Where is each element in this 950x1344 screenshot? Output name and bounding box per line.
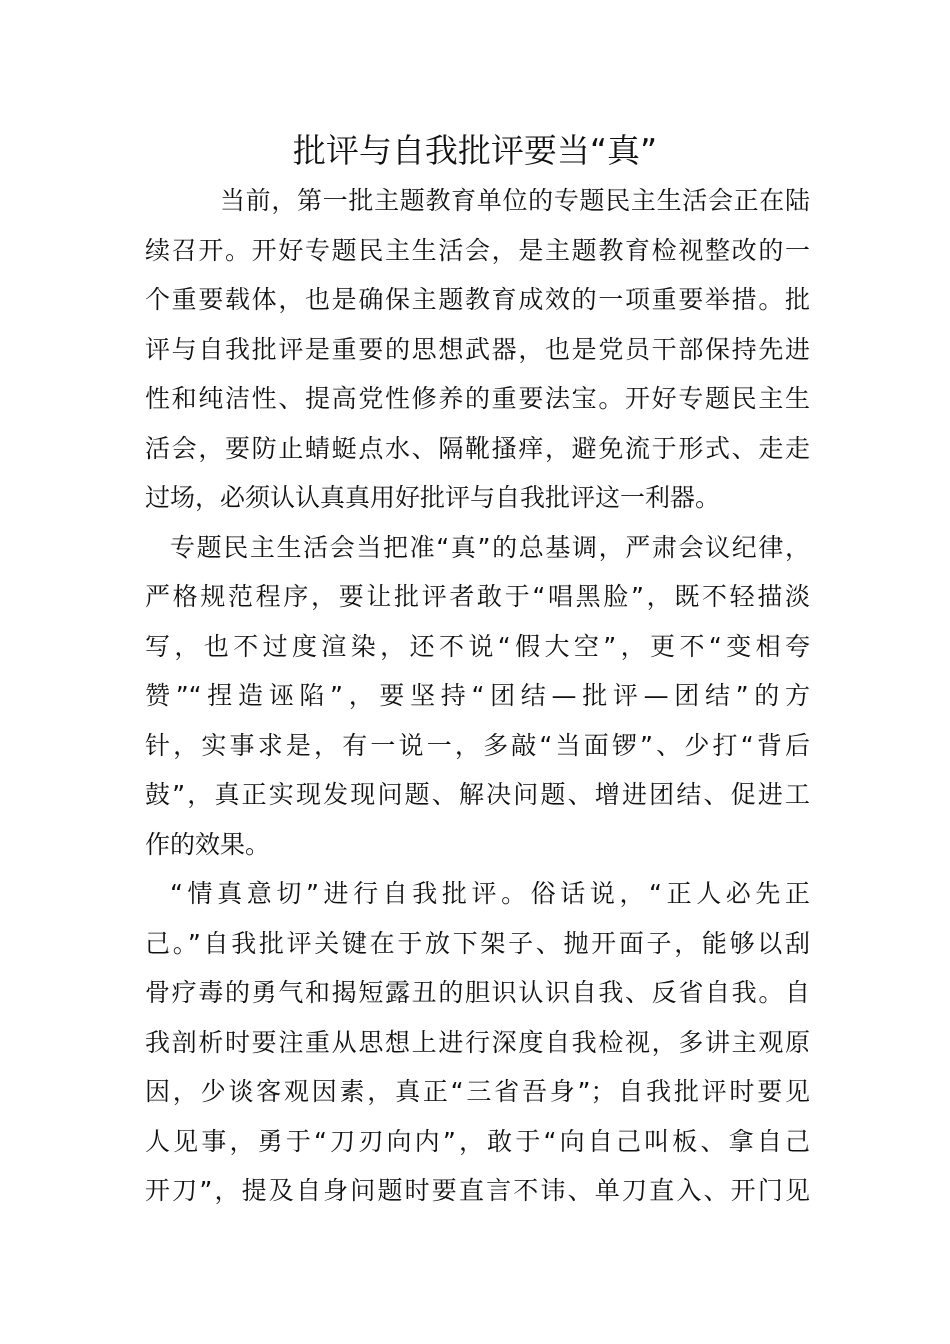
paragraph-line: 当前，第一批主题教育单位的专题民主生活会正在陆 [220, 186, 810, 215]
paragraph-line: 评与自我批评是重要的思想武器，也是党员干部保持先进 [145, 334, 810, 364]
paragraph-line: 续召开。开好专题民主生活会，是主题教育检视整改的一 [145, 235, 810, 265]
paragraph-line: 我剖析时要注重从思想上进行深度自我检视，多讲主观原 [145, 1027, 810, 1057]
paragraph-line: 个重要载体，也是确保主题教育成效的一项重要举措。批 [145, 285, 810, 314]
paragraph-line: 活会，要防止蜻蜓点水、隔靴搔痒，避免流于形式、走走 [145, 433, 810, 463]
paragraph-line: 写，也不过度渲染，还不说“假大空”，更不“变相夸 [145, 631, 810, 661]
paragraph-line: 专题民主生活会当把准“真”的总基调，严肃会议纪律， [170, 532, 810, 562]
paragraph-1 [145, 176, 810, 523]
paragraph-line: 赞”“捏造诬陷”，要坚持“团结—批评—团结”的方 [145, 681, 810, 710]
paragraph-2 [145, 523, 810, 870]
document-title: 批评与自我批评要当“真” [292, 131, 658, 170]
paragraph-3 [145, 869, 810, 1216]
paragraph-line: 骨疗毒的勇气和揭短露丑的胆识认识自我、反省自我。自 [145, 978, 810, 1007]
paragraph-line: 过场，必须认认真真用好批评与自我批评这一利器。 [145, 483, 721, 512]
paragraph-line: 因，少谈客观因素，真正“三省吾身”；自我批评时要见 [145, 1077, 810, 1106]
paragraph-line: 人见事，勇于“刀刃向内”，敢于“向自己叫板、拿自己 [145, 1126, 810, 1156]
document-body [145, 176, 810, 1216]
paragraph-line: 鼓”，真正实现发现问题、解决问题、增进团结、促进工 [145, 780, 810, 809]
paragraph-line: 性和纯洁性、提高党性修养的重要法宝。开好专题民主生 [145, 384, 810, 413]
paragraph-line: “情真意切”进行自我批评。俗话说，“正人必先正 [170, 879, 810, 908]
paragraph-line: 严格规范程序，要让批评者敢于“唱黑脸”，既不轻描淡 [145, 582, 810, 611]
paragraph-line: 己。”自我批评关键在于放下架子、抛开面子，能够以刮 [145, 928, 810, 958]
paragraph-line: 作的效果。 [145, 829, 271, 859]
paragraph-line: 开刀”，提及自身问题时要直言不讳、单刀直入、开门见 [145, 1176, 810, 1205]
paragraph-line: 针，实事求是，有一说一，多敲“当面锣”、少打“背后 [145, 730, 810, 760]
